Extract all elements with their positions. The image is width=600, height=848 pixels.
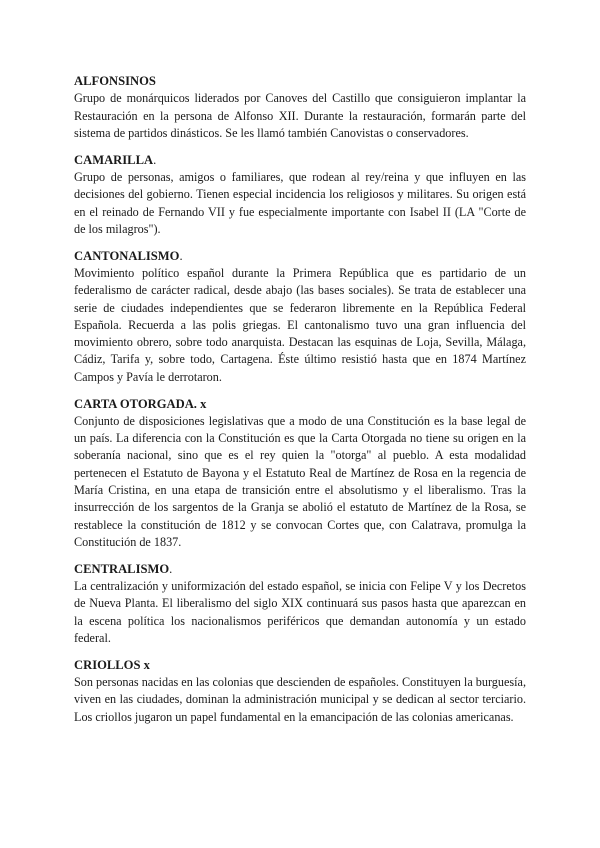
term-text: ALFONSINOS (74, 74, 156, 88)
entry-term (74, 248, 526, 265)
glossary-entry-alfonsinos (74, 73, 526, 142)
entry-term (74, 152, 526, 169)
glossary-entry-camarilla (74, 152, 526, 238)
entry-definition: La centralización y uniformización del estado español, se inicia con Felipe V y los Decretos de Nueva Planta. El liberalismo del siglo XIX continuará sus pasos hasta que aparezcan en la escena política los nacionalismos periféricos que demandan autonomía y un estado federal. (74, 579, 526, 645)
entry-term (74, 73, 526, 90)
entry-definition: Conjunto de disposiciones legislativas que a modo de una Constitución es la base legal de un país. La diferencia con la Constitución es que la Carta Otorgada no tiene su origen en la soberanía nacional, sino que es el rey quien la "otorga" al pueblo. A esta modalidad pertenecen el Estatuto de Bayona y el Estatuto Real de Martínez de Rosa en la regencia de María Cristina, en una etapa de transición entre el absolutismo y el liberalismo. Tras la insurrección de los sargentos de la Granja se abolió el estatuto de Martínez de la Rosa, se restablece la constitución de 1812 y se convocan Cortes que, con Calatrava, promulga la Constitución de 1837. (74, 413, 526, 549)
glossary-entry-criollos (74, 657, 526, 726)
term-suffix: . (153, 152, 157, 167)
term-text: CANTONALISMO (74, 248, 180, 263)
glossary-page (74, 73, 526, 735)
term-suffix: . (169, 561, 173, 576)
term-text: CAMARILLA (74, 152, 154, 167)
term-text: CENTRALISMO (74, 561, 170, 576)
entry-term (74, 396, 526, 413)
glossary-entry-cantonalismo (74, 248, 526, 386)
term-text: CARTA OTORGADA. x (74, 396, 207, 411)
entry-definition: Grupo de personas, amigos o familiares, que rodean al rey/reina y que influyen en las decisiones del gobierno. Tienen especial incidencia los religiosos y militares. Su origen está en el reinado de Fernando VII y fue especialmente importante con Isabel II (LA "Corte de de los milagros"). (74, 169, 526, 236)
glossary-entry-centralismo (74, 561, 526, 647)
term-text: CRIOLLOS x (74, 657, 150, 672)
entry-definition: Movimiento político español durante la Primera República que es partidario de un federalismo de carácter radical, desde abajo (las bases sociales). Se trata de establecer una serie de ciudades independientes que se federaron libremente en la República Federal Española. Recuerda a las polis griegas. El cantonalismo tuvo una gran influencia del movimiento obrero, sobre todo anarquista. Destacan las esquinas de Loja, Sevilla, Málaga, Cádiz, Tarifa y, sobre todo, Cartagena. Éste último resistió hasta que en 1874 Martínez Campos y Pavía le derrotaron. (74, 265, 526, 384)
entry-definition: Grupo de monárquicos liderados por Canoves del Castillo que consiguieron implantar la Restauración en la persona de Alfonso XII. Durante la restauración, formarán parte del sistema de partidos dinásticos. Se les llamó también Canovistas o conservadores. (74, 91, 526, 140)
entry-term (74, 657, 526, 674)
term-suffix: . (179, 248, 183, 263)
entry-term (74, 561, 526, 578)
glossary-entry-carta-otorgada (74, 396, 526, 552)
entry-definition: Son personas nacidas en las colonias que descienden de españoles. Constituyen la burguesía, viven en las ciudades, dominan la administración municipal y se dedican al sector terciario. Los criollos jugaron un papel fundamental en la emancipación de las colonias americanas. (74, 675, 526, 724)
